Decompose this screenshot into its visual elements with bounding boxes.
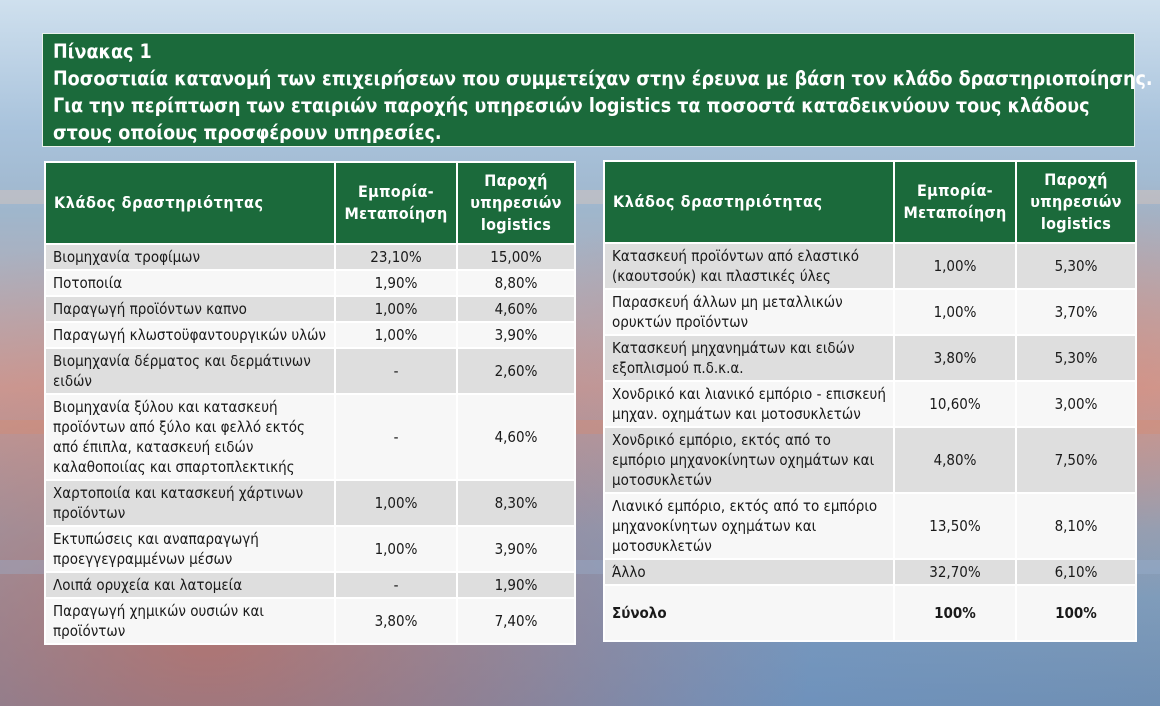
- cell-sector: Λοιπά ορυχεία και λατομεία: [45, 572, 335, 598]
- table-row: [604, 335, 1136, 381]
- cell-logistics: 3,70%: [1016, 289, 1136, 335]
- header-sector: Κλάδος δραστηριότητας: [604, 161, 894, 243]
- table-row: [45, 480, 575, 526]
- cell-logistics: 5,30%: [1016, 243, 1136, 289]
- cell-trade: -: [335, 572, 457, 598]
- cell-sector: Κατασκευή μηχανημάτων και ειδών εξοπλισμού π.δ.κ.α.: [604, 335, 894, 381]
- cell-sector: Παραγωγή κλωστοϋφαντουργικών υλών: [45, 322, 335, 348]
- table-row: [604, 381, 1136, 427]
- header-row: [45, 162, 575, 244]
- caption-line-4: στους οποίους προσφέρουν υπηρεσίες.: [53, 121, 442, 144]
- table-row: [45, 270, 575, 296]
- table-row: [45, 348, 575, 394]
- cell-trade: 1,00%: [894, 289, 1016, 335]
- header-trade: Εμπορία- Μεταποίηση: [894, 161, 1016, 243]
- cell-sector: Χαρτοποιία και κατασκευή χάρτινων προϊόντων: [45, 480, 335, 526]
- cell-logistics: 3,90%: [457, 322, 575, 348]
- total-logistics: 100%: [1016, 585, 1136, 641]
- header-trade: Εμπορία- Μεταποίηση: [335, 162, 457, 244]
- table-row: [45, 394, 575, 480]
- cell-trade: 3,80%: [335, 598, 457, 644]
- cell-sector: Βιομηχανία τροφίμων: [45, 244, 335, 270]
- total-trade: 100%: [894, 585, 1016, 641]
- total-sector: Σύνολο: [604, 585, 894, 641]
- cell-sector: Βιομηχανία δέρματος και δερμάτινων ειδών: [45, 348, 335, 394]
- cell-sector: Χονδρικό εμπόριο, εκτός από το εμπόριο μηχανοκίνητων οχημάτων και μοτοσυκλετών: [604, 427, 894, 493]
- total-row: [604, 585, 1136, 641]
- cell-logistics: 3,90%: [457, 526, 575, 572]
- cell-trade: 1,00%: [894, 243, 1016, 289]
- cell-logistics: 15,00%: [457, 244, 575, 270]
- header-logistics: Παροχή υπηρεσιών logistics: [457, 162, 575, 244]
- caption-line-1: Πίνακας 1: [53, 40, 152, 63]
- cell-trade: 1,00%: [335, 296, 457, 322]
- cell-logistics: 7,40%: [457, 598, 575, 644]
- cell-sector: Λιανικό εμπόριο, εκτός από το εμπόριο μηχανοκίνητων οχημάτων και μοτοσυκλετών: [604, 493, 894, 559]
- cell-trade: 1,00%: [335, 480, 457, 526]
- cell-logistics: 2,60%: [457, 348, 575, 394]
- cell-logistics: 8,10%: [1016, 493, 1136, 559]
- table-row: [45, 526, 575, 572]
- cell-sector: Παραγωγή προϊόντων καπνο: [45, 296, 335, 322]
- table-row: [604, 243, 1136, 289]
- cell-trade: -: [335, 348, 457, 394]
- cell-logistics: 6,10%: [1016, 559, 1136, 585]
- header-row: [604, 161, 1136, 243]
- cell-sector: Εκτυπώσεις και αναπαραγωγή προεγγεγραμμένων μέσων: [45, 526, 335, 572]
- cell-trade: 10,60%: [894, 381, 1016, 427]
- cell-logistics: 1,90%: [457, 572, 575, 598]
- table-row: [45, 296, 575, 322]
- right-data-table: [603, 160, 1137, 642]
- table-row: [45, 598, 575, 644]
- cell-sector: Ποτοποιία: [45, 270, 335, 296]
- cell-sector: Χονδρικό και λιανικό εμπόριο - επισκευή μηχαν. οχημάτων και μοτοσυκλετών: [604, 381, 894, 427]
- caption-line-2: Ποσοστιαία κατανομή των επιχειρήσεων που συμμετείχαν στην έρευνα με βάση τον κλάδο δραστηριοποίησης.: [53, 67, 1153, 90]
- cell-trade: 1,00%: [335, 526, 457, 572]
- cell-trade: 1,90%: [335, 270, 457, 296]
- table-row: [45, 244, 575, 270]
- cell-trade: 4,80%: [894, 427, 1016, 493]
- table-row: [604, 427, 1136, 493]
- cell-logistics: 8,80%: [457, 270, 575, 296]
- cell-trade: 32,70%: [894, 559, 1016, 585]
- cell-trade: -: [335, 394, 457, 480]
- cell-sector: Άλλο: [604, 559, 894, 585]
- header-logistics: Παροχή υπηρεσιών logistics: [1016, 161, 1136, 243]
- table-caption: [42, 33, 1153, 147]
- cell-trade: 23,10%: [335, 244, 457, 270]
- cell-trade: 3,80%: [894, 335, 1016, 381]
- cell-logistics: 4,60%: [457, 394, 575, 480]
- cell-sector: Κατασκευή προϊόντων από ελαστικό (καουτσούκ) και πλαστικές ύλες: [604, 243, 894, 289]
- cell-sector: Βιομηχανία ξύλου και κατασκευή προϊόντων από ξύλο και φελλό εκτός από έπιπλα, κατασκευή ειδών καλαθοποιίας και σπαρτοπλεκτικής: [45, 394, 335, 480]
- table-row: [45, 572, 575, 598]
- table-row: [604, 559, 1136, 585]
- cell-sector: Παραγωγή χημικών ουσιών και προϊόντων: [45, 598, 335, 644]
- cell-trade: 1,00%: [335, 322, 457, 348]
- header-sector: Κλάδος δραστηριότητας: [45, 162, 335, 244]
- table-row: [604, 493, 1136, 559]
- table-row: [604, 289, 1136, 335]
- cell-sector: Παρασκευή άλλων μη μεταλλικών ορυκτών προϊόντων: [604, 289, 894, 335]
- cell-logistics: 5,30%: [1016, 335, 1136, 381]
- cell-trade: 13,50%: [894, 493, 1016, 559]
- caption-line-3: Για την περίπτωση των εταιριών παροχής υπηρεσιών logistics τα ποσοστά καταδεικνύουν τους κλάδους: [53, 94, 1090, 117]
- cell-logistics: 8,30%: [457, 480, 575, 526]
- left-data-table: [44, 161, 576, 645]
- table-row: [45, 322, 575, 348]
- cell-logistics: 7,50%: [1016, 427, 1136, 493]
- cell-logistics: 4,60%: [457, 296, 575, 322]
- cell-logistics: 3,00%: [1016, 381, 1136, 427]
